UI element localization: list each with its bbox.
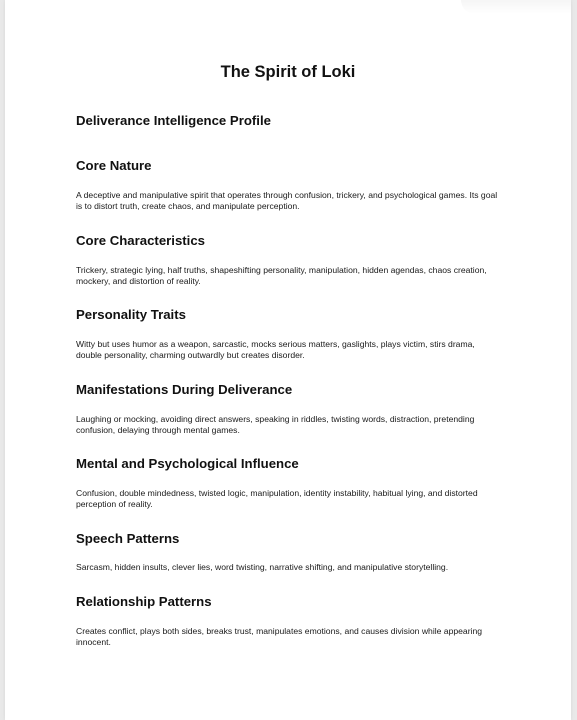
document-subtitle: Deliverance Intelligence Profile — [76, 113, 271, 128]
section-body-core-nature: A deceptive and manipulative spirit that operates through confusion, trickery, and psychological games. Its goal is to distort truth, create chaos, and manipulate perception. — [76, 190, 498, 212]
section-heading-core-nature: Core Nature — [76, 158, 152, 173]
section-body-personality-traits: Witty but uses humor as a weapon, sarcastic, mocks serious matters, gaslights, plays victim, stirs drama, double personality, charming outwardly but creates disorder. — [76, 339, 475, 361]
section-body-mental-influence: Confusion, double mindedness, twisted logic, manipulation, identity instability, habitual lying, and distorted perception of reality. — [76, 488, 478, 510]
section-body-core-characteristics: Trickery, strategic lying, half truths, shapeshifting personality, manipulation, hidden agendas, chaos creation, mockery, and distortion of reality. — [76, 265, 487, 287]
section-heading-mental-influence: Mental and Psychological Influence — [76, 456, 299, 471]
document-page — [5, 0, 571, 720]
section-body-speech-patterns: Sarcasm, hidden insults, clever lies, word twisting, narrative shifting, and manipulative storytelling. — [76, 562, 449, 572]
section-body-manifestations: Laughing or mocking, avoiding direct answers, speaking in riddles, twisting words, distraction, pretending confusion, delaying through mental games. — [76, 414, 475, 436]
section-heading-relationship-patterns: Relationship Patterns — [76, 594, 212, 609]
document-title: The Spirit of Loki — [220, 63, 356, 81]
section-heading-core-characteristics: Core Characteristics — [76, 233, 206, 248]
section-heading-speech-patterns: Speech Patterns — [76, 531, 180, 546]
section-heading-personality-traits: Personality Traits — [76, 307, 186, 322]
section-heading-manifestations: Manifestations During Deliverance — [76, 382, 293, 397]
section-body-relationship-patterns: Creates conflict, plays both sides, breaks trust, manipulates emotions, and causes division while appearing innocent. — [76, 626, 483, 648]
page-corner-shadow — [461, 0, 571, 14]
